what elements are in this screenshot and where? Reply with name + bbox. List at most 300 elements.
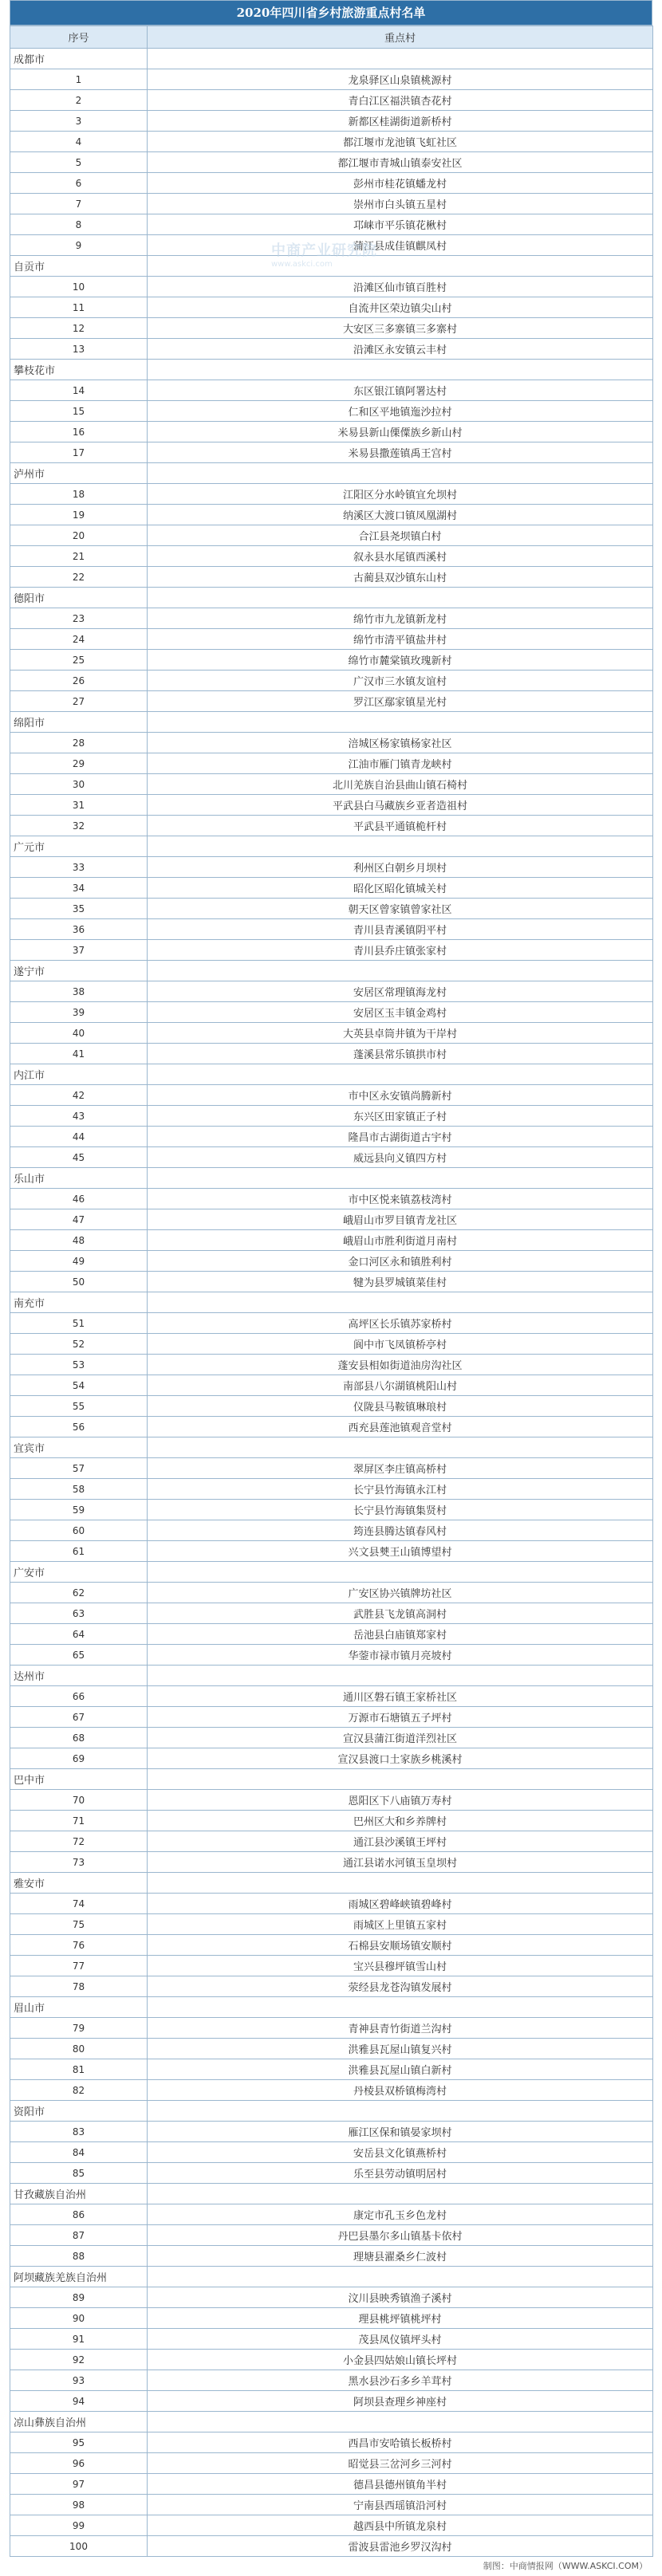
table-row [10,1044,653,1064]
village-name: 荥经县龙苍沟镇发展村 [148,1976,653,1997]
group-name: 广元市 [10,836,148,857]
table-row [10,1396,653,1417]
table-row [10,1852,653,1873]
table-row [10,671,653,691]
village-name: 合江县尧坝镇白村 [148,525,653,546]
row-index: 64 [10,1624,148,1645]
village-name: 德昌县德州镇角半村 [148,2474,653,2495]
group-row [10,961,653,981]
village-name: 通江县沙溪镇王坪村 [148,1831,653,1852]
table-row [10,401,653,422]
table-row [10,1914,653,1935]
group-row [10,836,653,857]
table-row [10,339,653,360]
table-body [10,49,653,2557]
village-name: 乐至县劳动镇明居村 [148,2163,653,2184]
village-name: 洪雅县瓦屋山镇复兴村 [148,2039,653,2059]
village-name: 万源市石塘镇五子坪村 [148,1707,653,1728]
row-index: 13 [10,339,148,360]
table-row [10,2122,653,2142]
village-name: 蓬安县相如街道油房沟社区 [148,1355,653,1375]
village-name: 阆中市飞凤镇桥亭村 [148,1334,653,1355]
row-index: 81 [10,2059,148,2080]
row-index: 31 [10,795,148,816]
group-name: 遂宁市 [10,961,148,981]
table-row [10,297,653,318]
village-name: 江油市雁门镇青龙峡村 [148,753,653,774]
village-name: 雨城区碧峰峡镇碧峰村 [148,1894,653,1914]
table-row [10,1500,653,1520]
table-row [10,1189,653,1209]
table-row [10,919,653,940]
table-row [10,2432,653,2453]
village-name: 阿坝县查理乡神座村 [148,2391,653,2412]
village-name: 仪陇县马鞍镇琳琅村 [148,1396,653,1417]
table-row [10,1209,653,1230]
row-index: 76 [10,1935,148,1956]
table-row [10,2246,653,2267]
village-name: 巴州区大和乡养牌村 [148,1811,653,1831]
group-blank-cell [148,1168,653,1189]
table-row [10,235,653,256]
village-name: 理塘县濯桑乡仁波村 [148,2246,653,2267]
group-row [10,1437,653,1458]
table-row [10,422,653,442]
village-name: 长宁县竹海镇集贤村 [148,1500,653,1520]
group-name: 达州市 [10,1666,148,1686]
row-index: 41 [10,1044,148,1064]
row-index: 43 [10,1106,148,1127]
group-row [10,2101,653,2122]
row-index: 59 [10,1500,148,1520]
table-row [10,546,653,567]
group-name: 内江市 [10,1064,148,1085]
row-index: 36 [10,919,148,940]
table-row [10,2059,653,2080]
village-name: 安居区常理镇海龙村 [148,981,653,1002]
row-index: 45 [10,1147,148,1168]
group-name: 绵阳市 [10,712,148,733]
village-name: 龙泉驿区山泉镇桃源村 [148,69,653,90]
village-name: 纳溪区大渡口镇凤凰湖村 [148,505,653,525]
row-index: 44 [10,1127,148,1147]
group-row [10,1292,653,1313]
table-row [10,2350,653,2370]
village-name: 东兴区田家镇正子村 [148,1106,653,1127]
row-index: 63 [10,1603,148,1624]
village-name: 昭觉县三岔河乡三河村 [148,2453,653,2474]
group-blank-cell [148,49,653,69]
group-name: 德阳市 [10,588,148,608]
village-name: 崇州市白头镇五星村 [148,194,653,214]
table-row [10,1375,653,1396]
table-row [10,608,653,629]
row-index: 27 [10,691,148,712]
table-row [10,1790,653,1811]
row-index: 57 [10,1458,148,1479]
village-name: 广安区协兴镇牌坊社区 [148,1583,653,1603]
village-name: 市中区永安镇尚腾新村 [148,1085,653,1106]
group-blank-cell [148,588,653,608]
table-row [10,2204,653,2225]
table-row [10,1334,653,1355]
row-index: 99 [10,2515,148,2536]
row-index: 95 [10,2432,148,2453]
row-index: 42 [10,1085,148,1106]
header-village: 重点村 [148,26,653,49]
village-name: 古蔺县双沙镇东山村 [148,567,653,588]
table-row [10,2495,653,2515]
row-index: 60 [10,1520,148,1541]
row-index: 90 [10,2308,148,2329]
table-row [10,442,653,463]
row-index: 50 [10,1272,148,1292]
row-index: 98 [10,2495,148,2515]
row-index: 61 [10,1541,148,1562]
group-row [10,1666,653,1686]
group-name: 眉山市 [10,1997,148,2018]
row-index: 11 [10,297,148,318]
row-index: 15 [10,401,148,422]
village-name: 沿滩区永安镇云丰村 [148,339,653,360]
row-index: 75 [10,1914,148,1935]
group-name: 凉山彝族自治州 [10,2412,148,2432]
table-row [10,1624,653,1645]
table-row [10,2142,653,2163]
village-name: 涪城区杨家镇杨家社区 [148,733,653,753]
watermark-en: www.askci.com [271,260,333,269]
group-name: 巴中市 [10,1769,148,1790]
village-name: 广汉市三水镇友谊村 [148,671,653,691]
village-name: 恩阳区下八庙镇万寿村 [148,1790,653,1811]
village-name: 隆昌市古湖街道古宇村 [148,1127,653,1147]
village-name: 昭化区昭化镇城关村 [148,878,653,899]
table-row [10,795,653,816]
village-name: 兴文县僰王山镇博望村 [148,1541,653,1562]
group-blank-cell [148,2184,653,2204]
group-blank-cell [148,1292,653,1313]
table-row [10,816,653,836]
village-name: 宁南县西瑶镇沿河村 [148,2495,653,2515]
group-blank-cell [148,836,653,857]
village-name: 武胜县飞龙镇高洞村 [148,1603,653,1624]
village-table [10,26,653,2557]
table-row [10,2515,653,2536]
table-title: 2020年四川省乡村旅游重点村名单 [10,0,652,26]
group-blank-cell [148,1666,653,1686]
row-index: 77 [10,1956,148,1976]
village-name: 新都区桂湖街道新桥村 [148,111,653,132]
row-index: 84 [10,2142,148,2163]
table-row [10,1417,653,1437]
table-row [10,2287,653,2308]
village-name: 丹巴县墨尔多山镇基卡依村 [148,2225,653,2246]
table-row [10,90,653,111]
table-row [10,2329,653,2350]
row-index: 20 [10,525,148,546]
village-name: 金口河区永和镇胜利村 [148,1251,653,1272]
table-row [10,899,653,919]
group-name: 阿坝藏族羌族自治州 [10,2267,148,2287]
row-index: 33 [10,857,148,878]
header-index: 序号 [10,26,148,49]
row-index: 12 [10,318,148,339]
row-index: 68 [10,1728,148,1748]
row-index: 82 [10,2080,148,2101]
village-name: 黑水县沙石多乡羊茸村 [148,2370,653,2391]
village-name: 都江堰市龙池镇飞虹社区 [148,132,653,152]
group-row [10,588,653,608]
row-index: 54 [10,1375,148,1396]
group-blank-cell [148,2412,653,2432]
group-name: 泸州市 [10,463,148,484]
row-index: 83 [10,2122,148,2142]
table-row [10,1355,653,1375]
row-index: 47 [10,1209,148,1230]
village-name: 通川区磐石镇王家桥社区 [148,1686,653,1707]
table-row [10,194,653,214]
table-row [10,2039,653,2059]
table-row [10,2391,653,2412]
group-blank-cell [148,1437,653,1458]
village-name: 雨城区上里镇五家村 [148,1914,653,1935]
table-row [10,1583,653,1603]
table-row [10,1023,653,1044]
village-name: 蓬溪县常乐镇拱市村 [148,1044,653,1064]
village-name: 茂县凤仪镇坪头村 [148,2329,653,2350]
table-row [10,1541,653,1562]
group-blank-cell [148,1873,653,1894]
table-row [10,111,653,132]
row-index: 52 [10,1334,148,1355]
village-name: 宣汉县蒲江街道洋烈社区 [148,1728,653,1748]
group-blank-cell [148,2267,653,2287]
table-row [10,2453,653,2474]
row-index: 74 [10,1894,148,1914]
row-index: 10 [10,277,148,297]
row-index: 93 [10,2370,148,2391]
row-index: 34 [10,878,148,899]
village-name: 峨眉山市罗目镇青龙社区 [148,1209,653,1230]
group-blank-cell [148,463,653,484]
table-row [10,1603,653,1624]
row-index: 7 [10,194,148,214]
row-index: 38 [10,981,148,1002]
village-name: 平武县白马藏族乡亚者造祖村 [148,795,653,816]
village-name: 筠连县腾达镇春风村 [148,1520,653,1541]
row-index: 24 [10,629,148,650]
table-row [10,152,653,173]
village-name: 江阳区分水岭镇宜允坝村 [148,484,653,505]
village-name: 越西县中所镇龙泉村 [148,2515,653,2536]
table-row [10,857,653,878]
group-name: 雅安市 [10,1873,148,1894]
village-name: 汶川县映秀镇渔子溪村 [148,2287,653,2308]
group-name: 攀枝花市 [10,360,148,380]
table-row [10,2370,653,2391]
group-row [10,2184,653,2204]
row-index: 86 [10,2204,148,2225]
row-index: 17 [10,442,148,463]
row-index: 72 [10,1831,148,1852]
row-index: 4 [10,132,148,152]
row-index: 28 [10,733,148,753]
table-row [10,2474,653,2495]
village-name: 青川县乔庄镇张家村 [148,940,653,961]
group-blank-cell [148,961,653,981]
village-name: 罗江区鄢家镇星光村 [148,691,653,712]
table-row [10,1272,653,1292]
table-row [10,1686,653,1707]
village-name: 西充县莲池镇观音堂村 [148,1417,653,1437]
table-row [10,1707,653,1728]
row-index: 3 [10,111,148,132]
village-name: 利州区白朝乡月坝村 [148,857,653,878]
table-row [10,1894,653,1914]
village-name: 朝天区曾家镇曾家社区 [148,899,653,919]
table-row [10,277,653,297]
table-row [10,380,653,401]
row-index: 6 [10,173,148,194]
group-blank-cell [148,1769,653,1790]
village-name: 高坪区长乐镇苏家桥村 [148,1313,653,1334]
group-blank-cell [148,2101,653,2122]
table-row [10,214,653,235]
row-index: 29 [10,753,148,774]
group-blank-cell [148,1562,653,1583]
row-index: 21 [10,546,148,567]
village-name: 小金县四姑娘山镇长坪村 [148,2350,653,2370]
group-row [10,256,653,277]
table-row [10,1147,653,1168]
row-index: 14 [10,380,148,401]
row-index: 46 [10,1189,148,1209]
table-row [10,1811,653,1831]
village-name: 青神县青竹街道兰沟村 [148,2018,653,2039]
table-row [10,484,653,505]
group-row [10,1873,653,1894]
table-row [10,2308,653,2329]
row-index: 89 [10,2287,148,2308]
row-index: 30 [10,774,148,795]
village-name: 市中区悦来镇荔枝湾村 [148,1189,653,1209]
village-name: 沿滩区仙市镇百胜村 [148,277,653,297]
row-index: 19 [10,505,148,525]
table-row [10,1313,653,1334]
group-row [10,2412,653,2432]
village-name: 洪雅县瓦屋山镇白新村 [148,2059,653,2080]
table-row [10,2018,653,2039]
village-name: 大安区三多寨镇三多寨村 [148,318,653,339]
row-index: 65 [10,1645,148,1666]
row-index: 96 [10,2453,148,2474]
table-row [10,1956,653,1976]
village-name: 青白江区福洪镇杏花村 [148,90,653,111]
row-index: 48 [10,1230,148,1251]
village-name: 平武县平通镇桅杆村 [148,816,653,836]
row-index: 2 [10,90,148,111]
village-name: 通江县诺水河镇玉皇坝村 [148,1852,653,1873]
row-index: 66 [10,1686,148,1707]
village-name: 威远县向义镇四方村 [148,1147,653,1168]
group-row [10,1562,653,1583]
row-index: 9 [10,235,148,256]
row-index: 73 [10,1852,148,1873]
village-name: 绵竹市麓棠镇玫瑰新村 [148,650,653,671]
village-name: 绵竹市清平镇盐井村 [148,629,653,650]
village-name: 安居区玉丰镇金鸡村 [148,1002,653,1023]
group-row [10,1168,653,1189]
table-row [10,1645,653,1666]
row-index: 35 [10,899,148,919]
table-row [10,1230,653,1251]
table-header-row [10,26,653,49]
table-row [10,1748,653,1769]
row-index: 87 [10,2225,148,2246]
row-index: 71 [10,1811,148,1831]
group-row [10,360,653,380]
village-name: 峨眉山市胜利街道月南村 [148,1230,653,1251]
row-index: 55 [10,1396,148,1417]
table-row [10,173,653,194]
village-name: 绵竹市九龙镇新龙村 [148,608,653,629]
village-name: 宣汉县渡口土家族乡桃溪村 [148,1748,653,1769]
table-row [10,1479,653,1500]
row-index: 67 [10,1707,148,1728]
village-name: 彭州市桂花镇蟠龙村 [148,173,653,194]
village-name: 雁江区保和镇晏家坝村 [148,2122,653,2142]
group-blank-cell [148,1997,653,2018]
village-name: 安岳县文化镇燕桥村 [148,2142,653,2163]
village-name: 岳池县白庙镇郑家村 [148,1624,653,1645]
village-name: 宝兴县穆坪镇雪山村 [148,1956,653,1976]
village-name: 自流井区荣边镇尖山村 [148,297,653,318]
row-index: 53 [10,1355,148,1375]
table-row [10,1127,653,1147]
group-row [10,712,653,733]
row-index: 58 [10,1479,148,1500]
table-row [10,981,653,1002]
village-name: 东区银江镇阿署达村 [148,380,653,401]
row-index: 79 [10,2018,148,2039]
row-index: 8 [10,214,148,235]
village-name: 犍为县罗城镇菜佳村 [148,1272,653,1292]
table-row [10,1106,653,1127]
village-name: 米易县撒莲镇禹王宫村 [148,442,653,463]
table-row [10,69,653,90]
village-name: 理县桃坪镇桃坪村 [148,2308,653,2329]
row-index: 32 [10,816,148,836]
group-name: 资阳市 [10,2101,148,2122]
row-index: 1 [10,69,148,90]
group-row [10,49,653,69]
village-name: 西昌市安哈镇长板桥村 [148,2432,653,2453]
village-name: 华蓥市禄市镇月亮坡村 [148,1645,653,1666]
table-row [10,1976,653,1997]
table-row [10,940,653,961]
village-name: 大英县卓筒井镇为干岸村 [148,1023,653,1044]
group-row [10,1064,653,1085]
row-index: 56 [10,1417,148,1437]
table-row [10,1728,653,1748]
village-name: 北川羌族自治县曲山镇石椅村 [148,774,653,795]
table-row [10,2536,653,2557]
village-name: 仁和区平地镇迤沙拉村 [148,401,653,422]
group-name: 自贡市 [10,256,148,277]
group-row [10,2267,653,2287]
row-index: 18 [10,484,148,505]
watermark-cn: 中商产业研究院 [271,242,377,259]
